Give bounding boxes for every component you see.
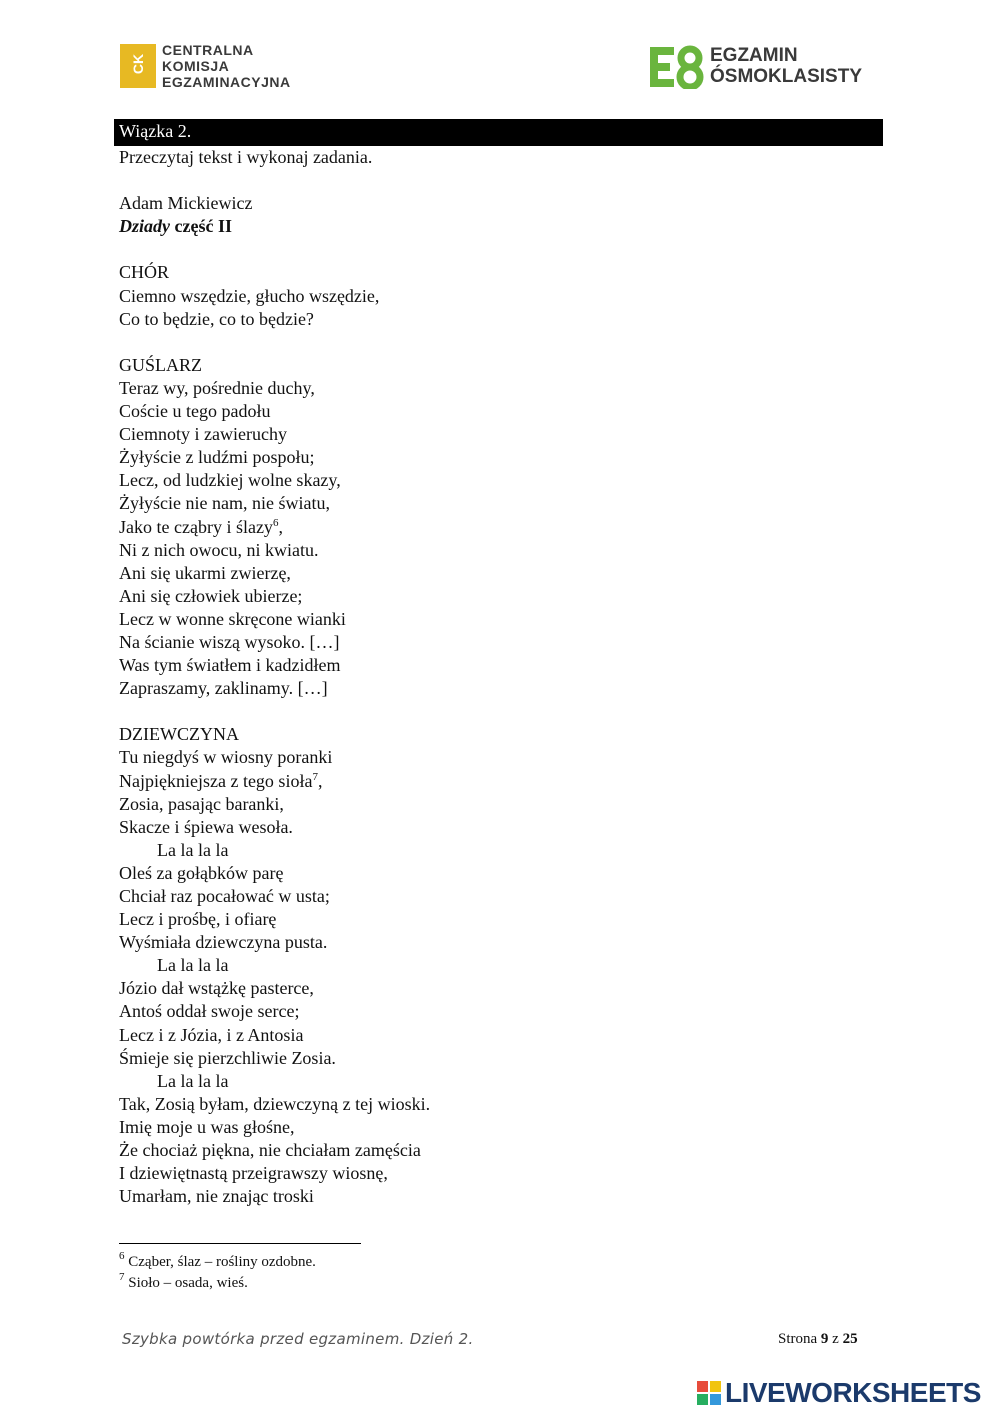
verse-line-footnote-7 — [119, 770, 879, 793]
footnote-6 — [119, 1252, 316, 1273]
cke-logo-mark-text: CK — [130, 53, 146, 75]
verse-line: Skacze i śpiewa wesoła. — [119, 816, 293, 837]
intro-instruction: Przeczytaj tekst i wykonaj zadania. — [119, 147, 373, 167]
verse-line: Co to będzie, co to będzie? — [119, 308, 314, 329]
verse-line: Tu niegdyś w wiosny poranki — [119, 747, 333, 768]
verse-line: Teraz wy, pośrednie duchy, — [119, 377, 315, 398]
footnote-text: Cząber, ślaz – rośliny ozdobne. — [124, 1254, 316, 1270]
cke-logo-line-3: EGZAMINACYJNA — [162, 74, 291, 90]
verse-line: Ciemnoty i zawieruchy — [119, 424, 287, 445]
verse-line: Was tym światłem i kadzidłem — [119, 655, 341, 676]
author-name: Adam Mickiewicz — [119, 193, 253, 214]
verse-line: Lecz, od ludzkiej wolne skazy, — [119, 470, 341, 491]
verse-line: Umarłam, nie znając troski — [119, 1186, 314, 1207]
liveworksheets-logo-icon — [697, 1381, 721, 1405]
page-prefix: Strona — [778, 1331, 818, 1347]
e8-logo-line-1: EGZAMIN — [710, 45, 798, 66]
verse-line: Ani się człowiek ubierze; — [119, 585, 303, 606]
footnote-mark: 6 — [119, 1250, 125, 1262]
cke-logo-line-1: CENTRALNA — [162, 42, 254, 58]
liveworksheets-text: LIVEWORKSHEETS — [725, 1377, 981, 1408]
page-number — [778, 1331, 858, 1348]
footnote-7 — [119, 1273, 316, 1294]
work-title-name: Dziady — [119, 216, 170, 237]
verse-line: Wyśmiała dziewczyna pusta. — [119, 932, 328, 953]
footnote-text: Sioło – osada, wieś. — [124, 1275, 248, 1291]
verse-line: Lecz w wonne skręcone wianki — [119, 608, 346, 629]
verse-line: Lecz i z Józia, i z Antosia — [119, 1024, 304, 1045]
verse-text: Jako te cząbry i ślazy — [119, 516, 273, 537]
speaker-chorus: CHÓR — [119, 262, 170, 283]
verse-line: Żyłyście z ludźmi pospołu; — [119, 447, 315, 468]
footnotes — [119, 1252, 316, 1294]
footnote-divider — [119, 1243, 361, 1244]
verse-line: Śmieje się pierzchliwie Zosia. — [119, 1047, 336, 1068]
cke-logo-line-2: KOMISJA — [162, 58, 230, 74]
verse-line: Tak, Zosią byłam, dziewczyną z tej wioski. — [119, 1093, 431, 1114]
verse-line: Antoś oddał swoje serce; — [119, 1001, 300, 1022]
verse-line: Ni z nich owocu, ni kwiatu. — [119, 539, 319, 560]
verse-line: Na ścianie wiszą wysoko. […] — [119, 631, 340, 652]
e8-logo-mark — [650, 45, 706, 89]
page-current: 9 — [820, 1331, 829, 1347]
spacer — [119, 169, 879, 192]
verse-line-footnote-6 — [119, 516, 879, 539]
verse-line: Zosia, pasając baranki, — [119, 793, 284, 814]
speaker-guslarz: GUŚLARZ — [119, 354, 203, 375]
poem-content — [119, 146, 879, 1208]
verse-punct: , — [317, 770, 323, 791]
verse-punct: , — [278, 516, 283, 537]
speaker-dziewczyna: DZIEWCZYNA — [119, 724, 239, 745]
e8-logo-line-2: ÓSMOKLASISTY — [710, 66, 863, 87]
footer-series-title: Szybka powtórka przed egzaminem. Dzień 2. — [122, 1330, 474, 1348]
verse-line: Ani się ukarmi zwierzę, — [119, 562, 291, 583]
section-header-bar — [114, 119, 883, 146]
work-title — [119, 215, 879, 238]
verse-line: Józio dał wstążkę pasterce, — [119, 978, 314, 999]
refrain-line: La la la la — [157, 1070, 229, 1091]
footnote-mark: 7 — [119, 1271, 125, 1283]
verse-line: Że chociaż piękna, nie chciałam zamęścia — [119, 1140, 421, 1161]
section-label: Wiązka 2. — [119, 121, 192, 141]
liveworksheets-watermark — [697, 1378, 997, 1408]
work-title-part: część II — [174, 216, 232, 237]
verse-line: Ciemno wszędzie, głucho wszędzie, — [119, 285, 380, 306]
refrain-line: La la la la — [157, 839, 229, 860]
verse-line: Zapraszamy, zaklinamy. […] — [119, 678, 328, 699]
verse-line: Oleś za gołąbków parę — [119, 862, 284, 883]
e8-logo — [650, 45, 890, 91]
spacer — [119, 331, 879, 354]
spacer — [119, 238, 879, 261]
verse-line: Lecz i prośbę, i ofiarę — [119, 909, 277, 930]
spacer — [119, 700, 879, 723]
e8-logo-text — [710, 45, 862, 87]
refrain-line: La la la la — [157, 955, 229, 976]
cke-logo-mark — [120, 44, 156, 88]
footnote-ref-7: 7 — [312, 770, 318, 783]
verse-line: Coście u tego padołu — [119, 401, 271, 422]
cke-logo — [120, 42, 310, 92]
verse-text: Najpiękniejsza z tego sioła — [119, 770, 313, 791]
verse-line: Żyłyście nie nam, nie światu, — [119, 493, 330, 514]
cke-logo-text — [162, 42, 291, 90]
page-total: 25 — [842, 1331, 858, 1347]
verse-line: Chciał raz pocałować w usta; — [119, 886, 330, 906]
verse-line: I dziewiętnastą przeigrawszy wiosnę, — [119, 1163, 388, 1184]
verse-line: Imię moje u was głośne, — [119, 1116, 295, 1137]
footnote-ref-6: 6 — [272, 516, 279, 529]
page-of: z — [832, 1331, 839, 1347]
